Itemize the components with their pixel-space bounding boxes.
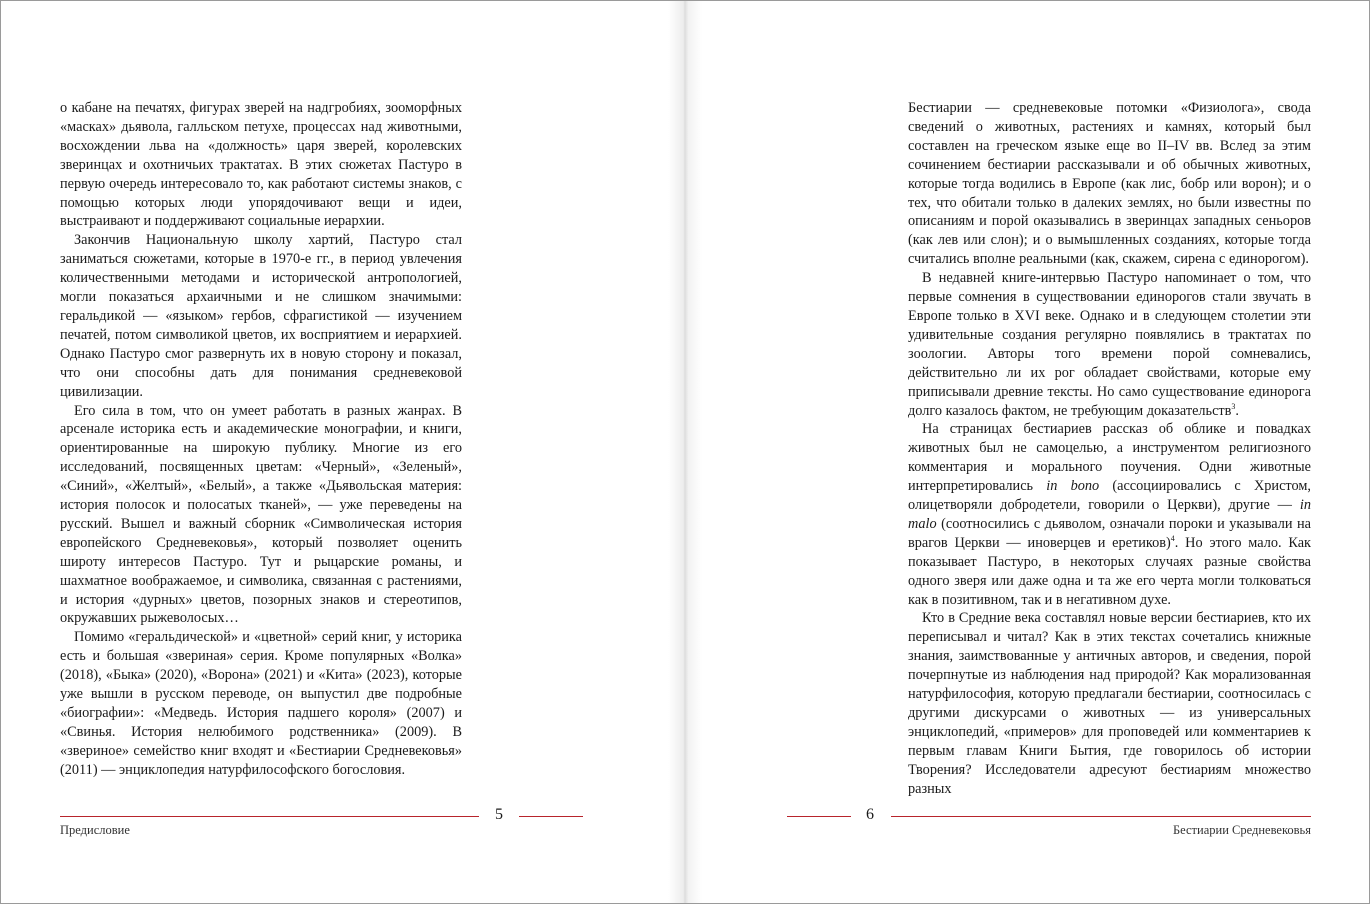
running-head: Бестиарии Средневековья xyxy=(1172,823,1311,837)
paragraph: Кто в Средние века составлял новые версии бестиариев, кто их переписывал и читал? Как в этих текстах сочетались книжные знания, заимствованные у античных авторов, и сведения, порой почерпнутые из наблюдения над природой? Как морализованная натурфилософия, которую предлагали бестиарии, соотносилась с другими дискурсами о животных — из универсальных энциклопедий, «примеров» для проповедей или комментариев к первым главам Книги Бытия, где говорилось об истории Творения? Исследователи адресуют бестиариям множество разных xyxy=(908,610,1311,797)
paragraph: Закончив Национальную школу хартий, Пастуро стал заниматься сюжетами, которые в 1970-е гг., в период увлечения количественными методами и исторической антропологией, могли показаться архаичными и не слишком значимыми: геральдикой — «языком» гербов, сфрагистикой — изучением печатей, потом символикой цветов, их восприятием и иерархией. Однако Пастуро смог развернуть их в новую сторону и показал, что они способны дать для понимания средневековой цивилизации. xyxy=(60,232,462,400)
right-page-text xyxy=(908,99,1311,799)
left-page-text xyxy=(60,99,462,780)
footer-rule-short xyxy=(787,816,851,817)
footer-rule-short xyxy=(519,816,583,817)
page-number: 5 xyxy=(495,806,503,823)
paragraph: Его сила в том, что он умеет работать в разных жанрах. В арсенале историка есть и академические монографии, и книги, ориентированные на широкую публику. Многие из его исследований, посвященных цветам: «Черный», «Зеленый», «Синий», «Желтый», «Белый», а также «Дьявольская материя: история полосок и полосатых тканей», — уже переведены на русский. Вышел и важный сборник «Символическая история европейского Средневековья», который позволяет оценить широту интересов Пастуро. Тут и рыцарские романы, и шахматное воображаемое, и символика, связанная с растениями, и история «дурных» цветов, позорных знаков и стереотипов, окружавших рыжеволосых… xyxy=(60,402,462,627)
latin-term: in malo xyxy=(908,497,1311,532)
latin-term: in bono xyxy=(1046,478,1100,495)
footer-rule xyxy=(60,816,479,817)
paragraph: Бестиарии — средневековые потомки «Физиолога», свода сведений о животных, растениях и камнях, который был составлен на греческом языке еще во II–IV вв. Вслед за этим сочинением бестиарии рассказывали и об обычных животных, которые тогда водились в Европе (как лис, бобр или ворон); и о тех, что обитали только в далеких землях, но были известны по описаниям и порой оказывались в зверинцах западных сеньоров (как лев или слон); и о вымышленных созданиях, которые тогда считались вполне реальными (как, скажем, сирена с единорогом). xyxy=(908,100,1311,268)
paragraph: Помимо «геральдической» и «цветной» серий книг, у историка есть и большая «звериная» серия. Кроме популярных «Волка» (2018), «Быка» (2020), «Ворона» (2021) и «Кита» (2023), которые уже вышли в русском переводе, он выпустил две подробные «биографии»: «Медведь. История падшего короля» (2007) и «Свинья. История нелюбимого родственника» (2009). В «звериное» семейство книг входят и «Бестиарии Средневековья» (2011) — энциклопедия натурфилософского богословия. xyxy=(60,629,462,778)
paragraph: В недавней книге-интервью Пастуро напоминает о том, что первые сомнения в существовании единорогов стали звучать в Европе только в XVI веке. Однако и в следующем столетии эти удивительные создания регулярно появлялись в трактатах по зоологии. Авторы того времени порой сомневались, действительно ли их рог обладает свойствами, которые ему приписывали древние тексты. Но само существование единорога долго казалось фактом, не требующим доказательств$^3$. xyxy=(908,270,1311,419)
right-page xyxy=(686,0,1370,904)
footnote-ref: 3 xyxy=(1231,401,1236,411)
paragraph: о кабане на печатях, фигурах зверей на надгробиях, зооморфных «масках» дьявола, галльском петухе, процессах над животными, восхождении льва на «должность» царя зверей, королевских зверинцах и охотничьих трактатах. В этих сюжетах Пастуро в первую очередь интересовало то, как работают системы знаков, с помощью которых люди упорядочивают вещи и идеи, выстраивают и поддерживают социальные иерархии. xyxy=(60,100,462,230)
footnote-ref: 4 xyxy=(1170,534,1175,544)
running-head: Предисловие xyxy=(60,823,130,837)
footer-rule xyxy=(891,816,1311,817)
book-gutter xyxy=(668,0,702,904)
page-number: 6 xyxy=(866,806,874,823)
paragraph: На страницах бестиариев рассказ об облике и повадках животных был не самоцелью, а инструментом религиозного комментария и морального поучения. Одни животные интерпретировались in bono (ассоциировались с Христом, олицетворяли добродетели, говорили о Церкви), другие — in malo (соотносились с дьяволом, означали пороки и указывали на врагов Церкви — иноверцев и еретиков)$^4$. Но этого мало. Как показывает Пастуро, в некоторых случаях разные свойства одного зверя или даже одна и та же его черта могли толковаться как в позитивном, так и в негативном духе. xyxy=(908,421,1311,608)
left-page xyxy=(0,0,684,904)
